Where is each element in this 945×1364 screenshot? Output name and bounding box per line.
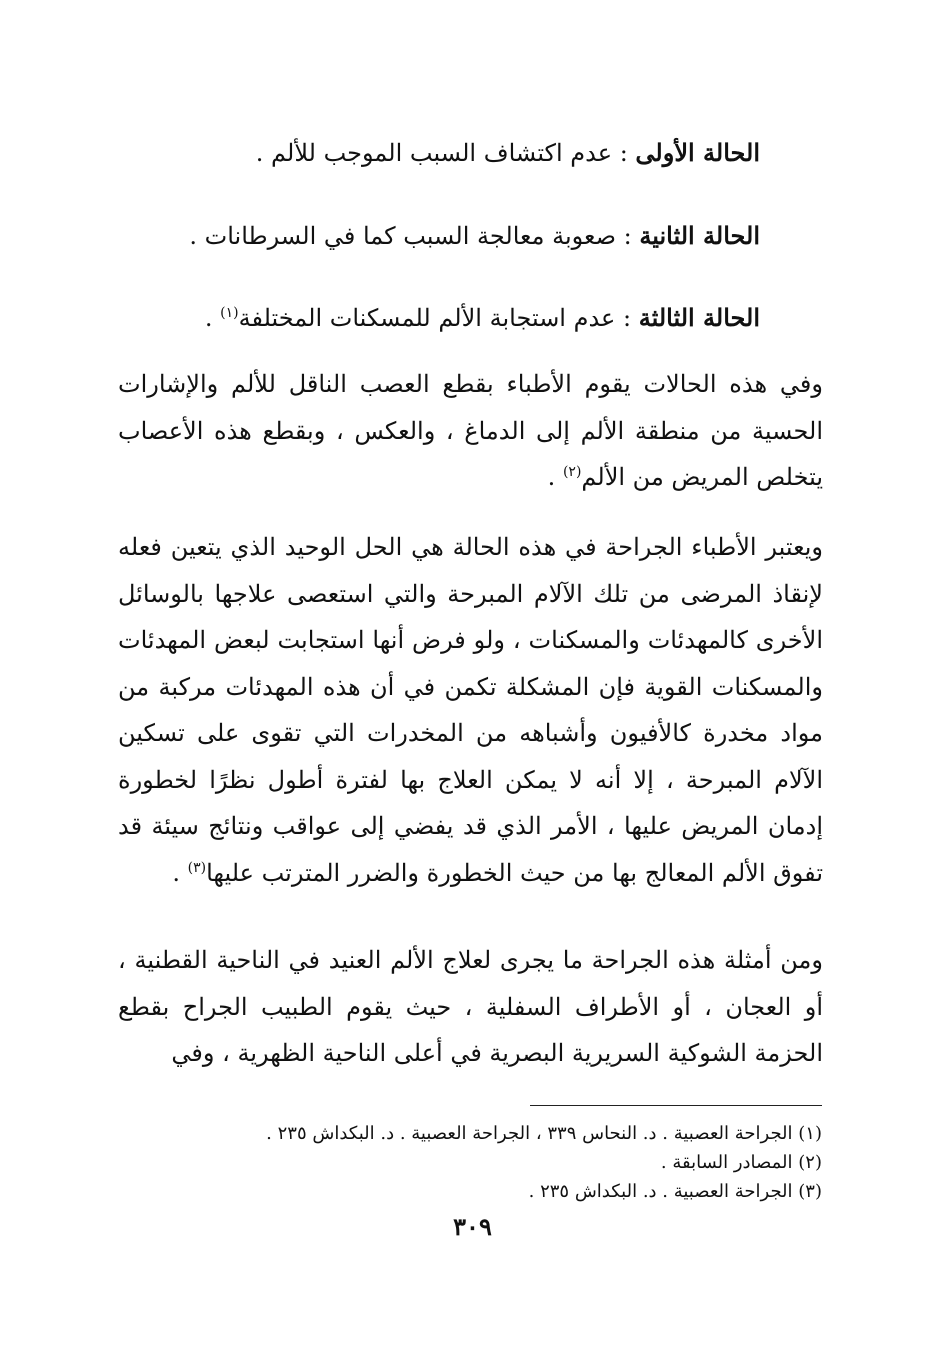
case-one — [256, 135, 760, 171]
paragraph-3 — [118, 937, 823, 1077]
paragraph-2 — [118, 524, 823, 896]
footnote-2: (٢) المصادر السابقة . — [660, 1152, 822, 1173]
case-two-separator: : — [616, 222, 640, 250]
page-number: ٣٠٩ — [453, 1212, 492, 1241]
case-two-heading: الحالة الثانية — [639, 221, 760, 250]
footnote-1: (١) الجراحة العصبية . د. النحاس ٣٣٩ ، الجراحة العصبية . د. البكداش ٢٣٥ . — [266, 1123, 822, 1144]
footnote-ref-2: (٢) — [562, 464, 582, 480]
case-two — [189, 218, 760, 254]
case-three-heading: الحالة الثالثة — [638, 303, 760, 332]
case-three-end: . — [204, 304, 221, 332]
paragraph-1-end: . — [547, 463, 563, 491]
case-three — [205, 300, 760, 336]
paragraph-3-text: ومن أمثلة هذه الجراحة ما يجرى لعلاج الألم العنيد في الناحية القطنية ، أو العجان ، أو الأطراف السفلية ، حيث يقوم الطبيب الجراح بقطع الحزمة الشوكية السريرية البصرية في أعلى الناحية الظهرية ، وفي — [118, 946, 823, 1067]
paragraph-2-text: ويعتبر الأطباء الجراحة في هذه الحالة هي الحل الوحيد الذي يتعين فعله لإنقاذ المرضى من تلك الآلام المبرحة والتي استعصى علاجها بالوسائل الأخرى كالمهدئات والمسكنات ، ولو فرض أنها استجابت لبعض المهدئات والمسكنات القوية فإن المشكلة تكمن في أن هذه المهدئات مركبة من مواد مخدرة كالأفيون وأشباهه من المخدرات التي تقوى على تسكين الآلام المبرحة ، إلا أنه لا يمكن العلاج بها لفترة أطول نظرًا لخطورة إدمان المريض عليها ، الأمر الذي قد يفضي إلى عواقب ونتائج سيئة قد تفوق الألم المعالج بها من حيث الخطورة والضرر المترتب عليها — [118, 533, 823, 887]
case-one-text: عدم اكتشاف السبب الموجب للألم . — [255, 139, 613, 167]
paragraph-1-text: وفي هذه الحالات يقوم الأطباء بقطع العصب الناقل للألم والإشارات الحسية من منطقة الألم إلى الدماغ ، والعكس ، وبقطع هذه الأعصاب يتخلص المريض من الألم — [118, 370, 823, 491]
case-one-heading: الحالة الأولى — [635, 138, 760, 167]
footnote-ref-1: (١) — [220, 305, 239, 321]
case-two-text: صعوبة معالجة السبب كما في السرطانات . — [189, 222, 616, 250]
paragraph-1 — [118, 361, 823, 501]
footnote-3: (٣) الجراحة العصبية . د. البكداش ٢٣٥ . — [528, 1181, 822, 1202]
case-one-separator: : — [612, 139, 636, 167]
footnote-divider — [530, 1105, 822, 1106]
footnote-ref-3: (٣) — [187, 859, 207, 876]
paragraph-2-end: . — [172, 858, 188, 887]
case-three-separator: : — [615, 304, 639, 332]
case-three-text: عدم استجابة الألم للمسكنات المختلفة — [238, 304, 616, 332]
